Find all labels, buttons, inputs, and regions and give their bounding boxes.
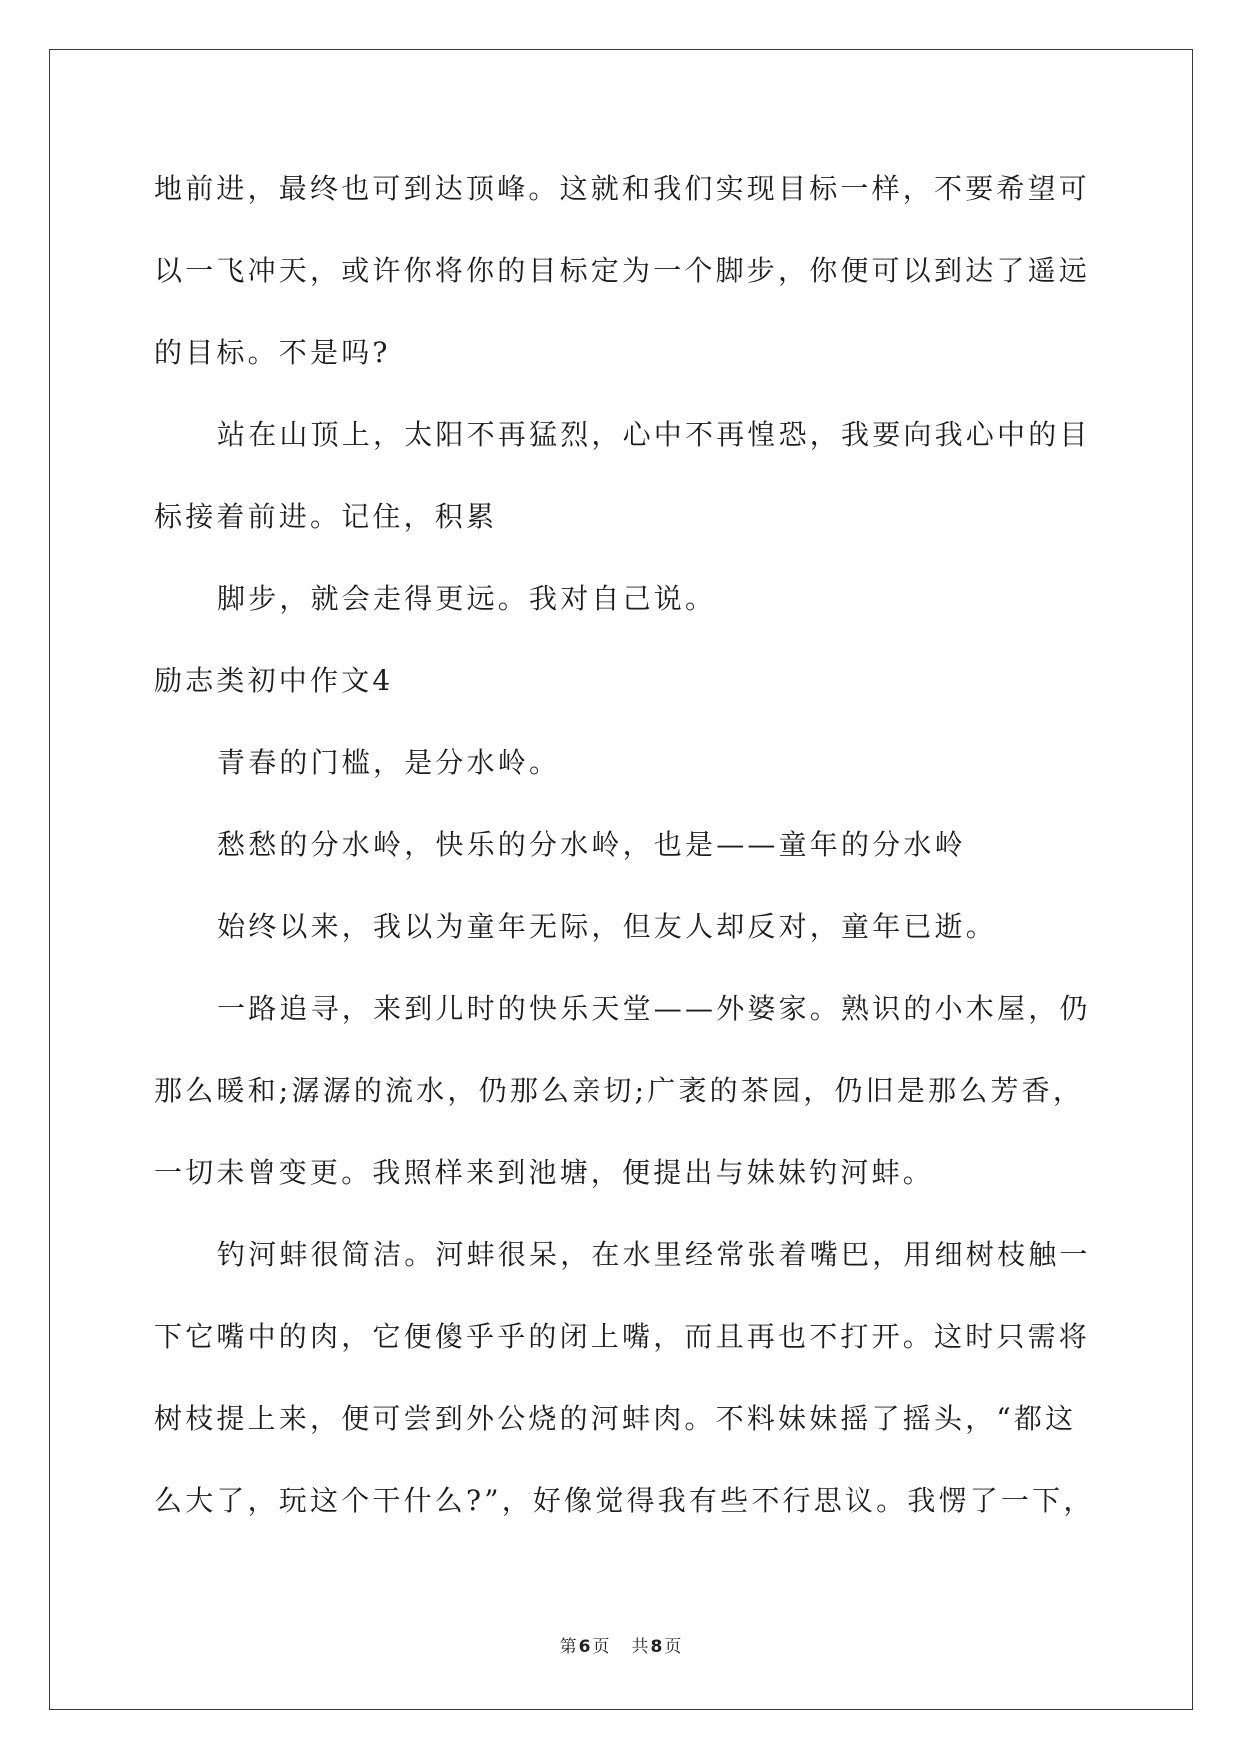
paragraph-line: 标接着前进。记住，积累 <box>154 500 498 533</box>
total-pages: 8 <box>650 1637 663 1657</box>
paragraph-line: 那么暖和;潺潺的流水，仍那么亲切;广袤的茶园，仍旧是那么芳香， <box>154 1074 1085 1107</box>
paragraph-line: 一切未曾变更。我照样来到池塘，便提出与妹妹钓河蚌。 <box>154 1156 935 1189</box>
paragraph-line: 以一飞冲天，或许你将你的目标定为一个脚步，你便可以到达了遥远 <box>154 254 1091 287</box>
paragraph-line: 愁愁的分水岭，快乐的分水岭，也是——童年的分水岭 <box>217 828 966 861</box>
paragraph-line: 一路追寻，来到儿时的快乐天堂——外婆家。熟识的小木屋，仍 <box>217 992 1091 1025</box>
paragraph-line: 树枝提上来，便可尝到外公烧的河蚌肉。不料妹妹摇了摇头，“都这 <box>154 1402 1077 1435</box>
paragraph-line: 地前进，最终也可到达顶峰。这就和我们实现目标一样，不要希望可 <box>154 172 1091 205</box>
paragraph-line: 脚步，就会走得更远。我对自己说。 <box>217 582 717 615</box>
document-body <box>154 148 1154 1542</box>
paragraph-line: 青春的门槛，是分水岭。 <box>217 746 561 779</box>
paragraph-line: 下它嘴中的肉，它便傻乎乎的闭上嘴，而且再也不打开。这时只需将 <box>154 1320 1091 1353</box>
page-footer <box>0 1634 1241 1660</box>
page-number: 6 <box>578 1637 591 1657</box>
paragraph-line: 的目标。不是吗? <box>154 336 391 369</box>
paragraph-line: 始终以来，我以为童年无际，但友人却反对，童年已逝。 <box>217 910 998 943</box>
page-prefix: 第 <box>559 1637 577 1657</box>
total-prefix: 共 <box>631 1637 649 1657</box>
paragraph-line: 么大了，玩这个干什么?”，好像觉得我有些不行思议。我愣了一下， <box>154 1484 1095 1517</box>
total-suffix: 页 <box>664 1637 682 1657</box>
page-suffix: 页 <box>592 1637 610 1657</box>
section-heading: 励志类初中作文4 <box>154 664 394 697</box>
paragraph-line: 站在山顶上，太阳不再猛烈，心中不再惶恐，我要向我心中的目 <box>217 418 1091 451</box>
paragraph-line: 钓河蚌很简洁。河蚌很呆，在水里经常张着嘴巴，用细树枝触一 <box>217 1238 1091 1271</box>
